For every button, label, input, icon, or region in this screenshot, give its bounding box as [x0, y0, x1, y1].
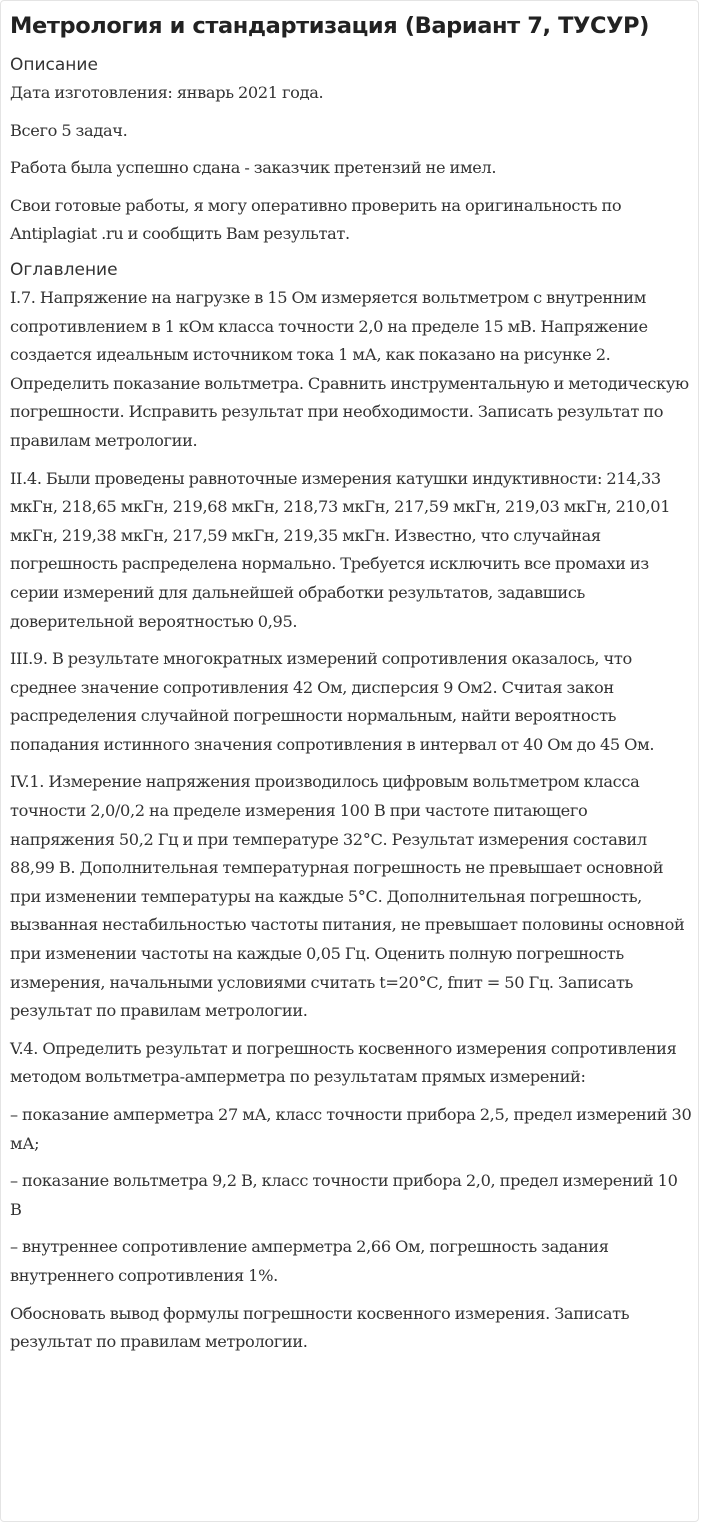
task-list-item: – внутреннее сопротивление амперметра 2,66 Ом, погрешность задания внутреннего сопротивления 1%.	[10, 1237, 609, 1285]
page-title: Метрология и стандартизация (Вариант 7, ТУСУР)	[10, 13, 650, 39]
description-paragraph: Всего 5 задач.	[10, 120, 128, 140]
task-paragraph: I.7. Напряжение на нагрузке в 15 Ом измеряется вольтметром с внутренним сопротивлением в 1 кОм класса точности 2,0 на пределе 15 мВ. Напряжение создается идеальным источником тока 1 мА, как показано на рисунке 2. Определить показание вольтметра. Сравнить инструментальную и методическую погрешности. Исправить результат при необходимости. Записать результат по правилам метрологии.	[10, 287, 689, 450]
task-list-item: – показание вольтметра 9,2 В, класс точности прибора 2,0, предел измерений 10 В	[10, 1171, 678, 1219]
description-section	[10, 53, 693, 249]
task-paragraph: V.4. Определить результат и погрешность косвенного измерения сопротивления методом вольтметра-амперметра по результатам прямых измерений:	[10, 1038, 677, 1087]
task-paragraph: III.9. В результате многократных измерений сопротивления оказалось, что среднее значение сопротивления 42 Ом, дисперсия 9 Ом2. Считая закон распределения случайной погрешности нормальным, найти вероятность попадания истинного значения сопротивления в интервал от 40 Ом до 45 Ом.	[10, 649, 655, 754]
task-paragraph: Обосновать вывод формулы погрешности косвенного измерения. Записать результат по правилам метрологии.	[10, 1303, 630, 1352]
task-list-item: – показание амперметра 27 мА, класс точности прибора 2,5, предел измерений 30 мА;	[10, 1105, 692, 1153]
toc-section	[10, 258, 693, 1357]
task-paragraph: II.4. Были проведены равноточные измерения катушки индуктивности: 214,33 мкГн, 218,65 мкГн, 219,68 мкГн, 218,73 мкГн, 217,59 мкГн, 219,03 мкГн, 210,01 мкГн, 219,38 мкГн, 217,59 мкГн, 219,35 мкГн. Известно, что случайная погрешность распределена нормально. Требуется исключить все промахи из серии измерений для дальнейшей обработки результатов, задавшись доверительной вероятностью 0,95.	[10, 468, 671, 631]
description-paragraph: Свои готовые работы, я могу оперативно проверить на оригинальность по Antiplagiat .ru и сообщить Вам результат.	[10, 195, 622, 244]
description-heading: Описание	[10, 55, 98, 75]
description-paragraph: Работа была успешно сдана - заказчик претензий не имел.	[10, 158, 497, 178]
toc-heading: Оглавление	[10, 259, 118, 280]
description-paragraph: Дата изготовления: январь 2021 года.	[10, 83, 324, 102]
task-paragraph: IV.1. Измерение напряжения производилось цифровым вольтметром класса точности 2,0/0,2 на пределе измерения 100 В при частоте питающего напряжения 50,2 Гц и при температуре 32°С. Результат измерения составил 88,99 В. Дополнительная температурная погрешность не превышает основной при изменении температуры на каждые 5°С. Дополнительная погрешность, вызванная нестабильностью частоты питания, не превышает половины основной при изменении частоты на каждые 0,05 Гц. Оценить полную погрешность измерения, начальными условиями считать t=20°С, fпит = 50 Гц. Записать результат по правилам метрологии.	[10, 772, 685, 1021]
product-content	[10, 11, 693, 1366]
